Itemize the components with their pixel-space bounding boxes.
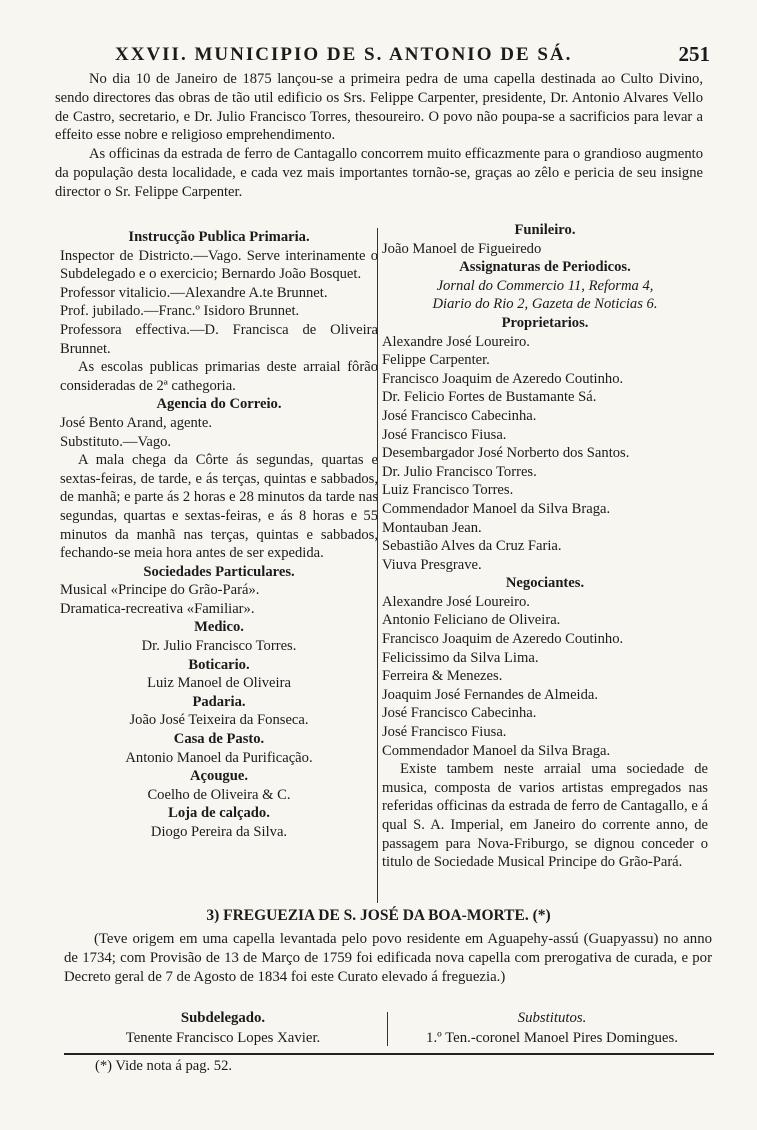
list-item: José Francisco Fiusa. — [382, 426, 507, 443]
list-item: Desembargador José Norberto dos Santos. — [382, 445, 630, 462]
sociedade-musica-note: Existe tambem neste arraial uma sociedade de musica, composta de varios artistas empregados nas referidas officinas da estrada de ferro de Cantagallo, e á qual S. A. Imperial, em Janeiro do corrente anno, de passagem para Nova-Friburgo, se dignou conceder o titulo de Sociedade Musical Principe do Grão-Pará. — [382, 761, 708, 871]
subdelegado-name: Tenente Francisco Lopes Xavier. — [125, 1030, 321, 1046]
list-item: Felicissimo da Silva Lima. — [382, 649, 539, 666]
list-item: Luiz Francisco Torres. — [382, 482, 514, 499]
heading-instrucao: Instrucção Publica Primaria. — [128, 229, 310, 245]
funileiro-name: João Manoel de Figueiredo — [382, 240, 542, 257]
list-item: Montauban Jean. — [382, 519, 482, 536]
list-item: Alexandre José Loureiro. — [382, 593, 530, 610]
substitutos-block — [392, 1008, 712, 1048]
heading-correio: Agencia do Correio. — [156, 396, 282, 413]
substituto-name: 1.º Ten.-coronel Manoel Pires Domingues. — [426, 1030, 678, 1046]
proprietarios-list — [382, 333, 708, 575]
correio-mala-schedule: A mala chega da Côrte ás segundas, quartas e sextas-feiras, de tarde, e ás terças, quintas e sabbados, de manhã; e parte ás 2 horas e 28 minutos da tarde nas segundas, quartas e sextas-feiras, e ás 8 horas e 55 minutos da manhã nas terças, quintas e sabbados, fechando-se meia hora antes de ser expedida. — [60, 452, 378, 562]
sociedade-item: Musical «Principe do Grão-Pará». — [60, 582, 260, 599]
inspector-entry: Inspector de Districto.—Vago. Serve interinamente o Subdelegado e o exercicio; Bernardo João Bosquet. — [60, 247, 378, 283]
heading-boticario: Boticario. — [188, 656, 250, 673]
negociantes-list — [382, 593, 708, 760]
sociedade-item: Dramatica-recreativa «Familiar». — [60, 600, 255, 617]
list-item: José Francisco Fiusa. — [382, 724, 507, 741]
list-item: Commendador Manoel da Silva Braga. — [382, 742, 611, 759]
list-item: José Francisco Cabecinha. — [382, 407, 537, 424]
parish-title: 3) FREGUEZIA DE S. JOSÉ DA BOA-MORTE. (*) — [206, 907, 551, 924]
heading-casa-de-pasto: Casa de Pasto. — [173, 731, 265, 748]
page-number: 251 — [678, 42, 710, 66]
officials-divider — [387, 1012, 388, 1046]
page-header — [55, 40, 710, 70]
list-item: Viuva Presgrave. — [382, 556, 482, 573]
parish-officials — [64, 1008, 712, 1048]
heading-sociedades: Sociedades Particulares. — [143, 563, 295, 580]
list-item: Ferreira & Menezes. — [382, 668, 503, 685]
heading-subdelegado: Subdelegado. — [180, 1010, 266, 1026]
medico-name: Dr. Julio Francisco Torres. — [141, 638, 297, 655]
correio-substituto: Substituto.—Vago. — [60, 433, 172, 450]
padaria-name: João José Teixeira da Fonseca. — [129, 712, 309, 729]
list-item: Francisco Joaquim de Azeredo Coutinho. — [382, 631, 624, 648]
list-item: Felippe Carpenter. — [382, 352, 490, 369]
list-item: Sebastião Alves da Cruz Faria. — [382, 538, 562, 555]
professor-jubilado-entry: Prof. jubilado.—Franc.º Isidoro Brunnet. — [60, 303, 300, 320]
left-column — [60, 228, 378, 842]
heading-assignaturas: Assignaturas de Periodicos. — [459, 259, 631, 276]
heading-medico: Medico. — [194, 619, 244, 636]
periodicos-line: Jornal do Commercio 11, Reforma 4, — [436, 277, 654, 294]
heading-loja-calcado: Loja de calçado. — [168, 805, 270, 822]
list-item: Joaquim José Fernandes de Almeida. — [382, 686, 599, 703]
heading-proprietarios: Proprietarios. — [501, 314, 589, 331]
list-item: Commendador Manoel da Silva Braga. — [382, 500, 611, 517]
periodicos-line: Diario do Rio 2, Gazeta de Noticias 6. — [432, 296, 658, 313]
acougue-name: Coelho de Oliveira & C. — [147, 786, 291, 803]
list-item: Dr. Julio Francisco Torres. — [382, 463, 537, 480]
intro-paragraph-workshops: As officinas da estrada de ferro de Cantagallo concorrem muito efficazmente para o grandioso augmento da população desta localidade, e cada vez mais importantes tornão-se, graças ao zêlo e pericia de seu insigne director o Sr. Felippe Carpenter. — [55, 146, 703, 200]
footnote-rule — [64, 1053, 714, 1055]
subdelegado-block — [64, 1008, 382, 1048]
parish-history-text: (Teve origem em uma capella levantada pelo povo residente em Aguapehy-assú (Guapyassu) no anno de 1734; com Provisão de 13 de Março de 1759 foi edificada nova capella com prerogativa de curada, e por Decreto geral de 7 de Agosto de 1834 foi este Curato elevado á freguezia.) — [64, 931, 712, 985]
heading-substitutos: Substitutos. — [517, 1010, 587, 1026]
pasto-name: Antonio Manoel da Purificação. — [125, 749, 313, 766]
footnote: (*) Vide nota á pag. 52. — [95, 1058, 233, 1074]
calcado-name: Diogo Pereira da Silva. — [150, 824, 288, 840]
escolas-note: As escolas publicas primarias deste arraial fôrão consideradas de 2ª cathegoria. — [60, 359, 378, 394]
right-column — [382, 221, 708, 872]
list-item: Francisco Joaquim de Azeredo Coutinho. — [382, 370, 624, 387]
heading-padaria: Padaria. — [192, 693, 246, 710]
professor-vitalicio-entry: Professor vitalicio.—Alexandre A.te Brunnet. — [60, 284, 328, 301]
intro-section — [55, 70, 703, 202]
parish-history — [64, 930, 712, 987]
list-item: José Francisco Cabecinha. — [382, 705, 537, 722]
heading-acougue: Açougue. — [190, 768, 248, 785]
list-item: Alexandre José Loureiro. — [382, 333, 530, 350]
list-item: Antonio Feliciano de Oliveira. — [382, 612, 561, 629]
intro-paragraph-chapel: No dia 10 de Janeiro de 1875 lançou-se a primeira pedra de uma capella destinada ao Culto Divino, sendo directores das obras de tão util edificio os Srs. Felippe Carpenter, presidente, Dr. Antonio Alvares Vello de Castro, secretario, e Dr. Julio Francisco Torres, thesoureiro. O povo não poupa-se a sacrificios para levar a effeito esse nobre e religioso emprehendimento. — [55, 71, 703, 144]
list-item: Dr. Felicio Fortes de Bustamante Sá. — [382, 389, 597, 406]
correio-agente: José Bento Arand, agente. — [60, 414, 212, 431]
boticario-name: Luiz Manoel de Oliveira — [147, 675, 291, 692]
heading-negociantes: Negociantes. — [505, 575, 585, 592]
heading-funileiro: Funileiro. — [514, 222, 576, 238]
professora-effectiva-entry: Professora effectiva.—D. Francisca de Oliveira Brunnet. — [60, 321, 378, 357]
running-title: XXVII. MUNICIPIO DE S. ANTONIO DE SÁ. — [115, 44, 573, 65]
